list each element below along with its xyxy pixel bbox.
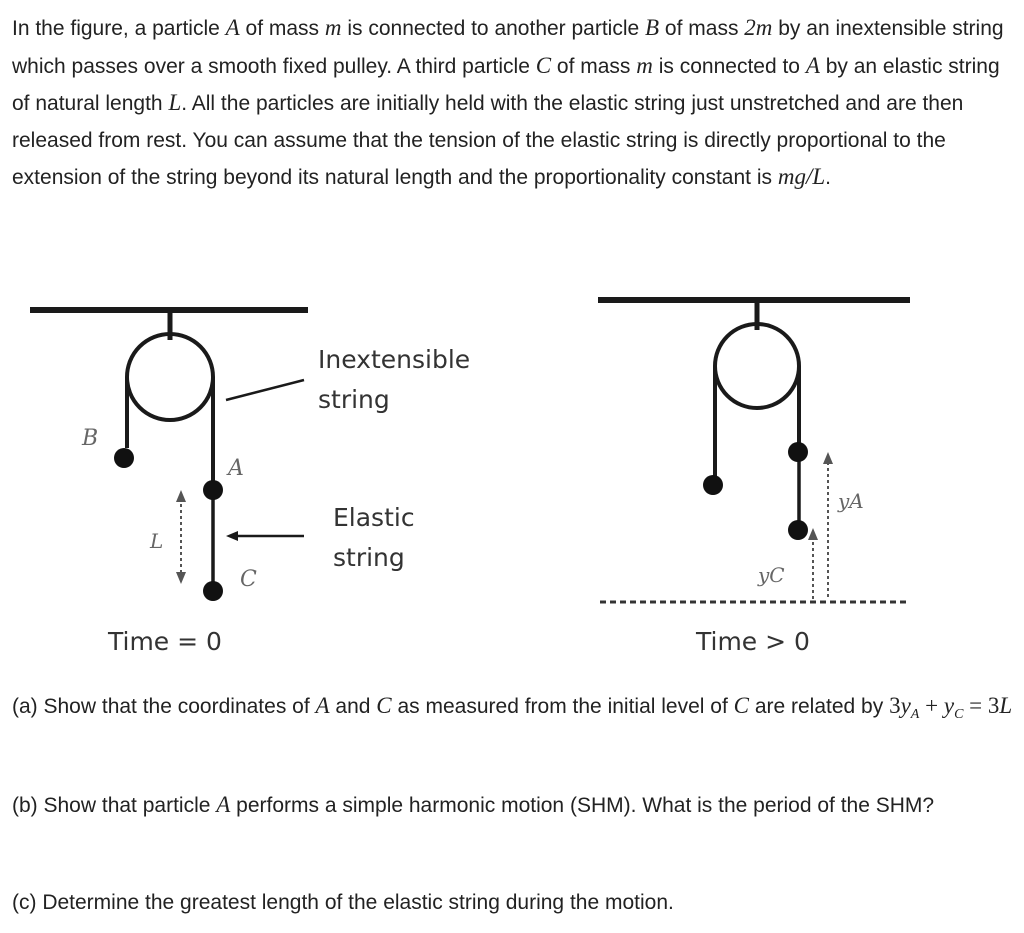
text: by an inextensible string which passes over a smooth fixed pulley. A third particle	[12, 17, 1004, 78]
text: of mass	[659, 17, 745, 40]
inextensible-pointer	[226, 380, 304, 400]
label-yC: yC	[758, 563, 785, 587]
text: (b) Show that particle	[12, 794, 217, 817]
particle-C-left	[203, 581, 223, 601]
pulley-left	[127, 334, 213, 420]
symbol-A: A	[216, 792, 231, 817]
text: In the figure, a particle	[12, 17, 226, 40]
symbol-C: C	[535, 52, 552, 78]
symbol-m: m	[324, 15, 342, 40]
arrowhead-yC	[808, 528, 818, 540]
particle-B-right	[703, 475, 723, 495]
subscript-C: C	[954, 707, 964, 723]
subscript-A: A	[910, 707, 920, 723]
text: (a) Show that the coordinates of	[12, 695, 316, 718]
symbol-C: C	[376, 693, 392, 718]
elastic-label: Elastic	[333, 503, 415, 532]
text: (c) Determine the greatest length of the elastic string during the motion.	[12, 891, 674, 914]
question-c	[12, 885, 1016, 922]
elastic-label: string	[333, 543, 405, 572]
particle-C-right	[788, 520, 808, 540]
pulley-right	[715, 324, 799, 408]
label-B: B	[82, 426, 99, 451]
text: .	[825, 166, 831, 189]
text: is connected to	[652, 54, 806, 78]
dimension-L	[176, 490, 186, 584]
spring-constant: mg/L	[777, 164, 826, 189]
label-A: A	[228, 456, 244, 481]
symbol-A: A	[315, 693, 330, 718]
symbol-L: L	[168, 90, 182, 115]
label-C: C	[240, 567, 257, 592]
pulley-figure	[0, 280, 1024, 675]
particle-A-left	[203, 480, 223, 500]
particle-A-right	[788, 442, 808, 462]
text: of mass	[239, 17, 325, 40]
question-b	[12, 787, 1016, 825]
symbol-C: C	[733, 693, 749, 718]
plus-sign: +	[919, 693, 944, 718]
label-yA: yA	[838, 489, 864, 513]
coefficient: 3	[889, 693, 901, 718]
symbol-A: A	[805, 52, 820, 78]
inextensible-label: Inextensible	[318, 345, 471, 374]
symbol-y: y	[943, 693, 955, 718]
time-zero-label: Time = 0	[108, 627, 222, 656]
equals-three: = 3	[963, 693, 1000, 718]
text: are related by	[748, 695, 890, 718]
text: performs a simple harmonic motion (SHM). What is the period of the SHM?	[230, 794, 935, 817]
elastic-arrowhead	[226, 531, 238, 541]
symbol-A: A	[225, 15, 240, 40]
question-a	[12, 688, 1016, 734]
text: by an elastic string of natural length	[12, 54, 1000, 115]
symbol-B: B	[645, 15, 660, 40]
inextensible-label: string	[318, 385, 390, 414]
label-L: L	[150, 529, 164, 553]
symbol-2m: 2m	[744, 15, 773, 40]
arrowhead-yA	[823, 452, 833, 464]
relation-equation	[889, 693, 1013, 723]
symbol-L: L	[999, 693, 1013, 718]
text: . All the particles are initially held with the elastic string just unstretched and are then released from rest. You can assume that the tension of the elastic string is directly proportional to the extension of the string beyond its natural length and the proportionality constant is	[12, 92, 964, 189]
problem-statement	[12, 10, 1016, 197]
symbol-m: m	[636, 52, 653, 78]
text: is connected to another particle	[341, 17, 646, 40]
text: of mass	[551, 54, 637, 78]
time-positive-label: Time > 0	[696, 627, 810, 656]
particle-B-left	[114, 448, 134, 468]
text: and	[329, 695, 377, 718]
text: as measured from the initial level of	[391, 695, 734, 718]
symbol-y: y	[900, 693, 911, 718]
